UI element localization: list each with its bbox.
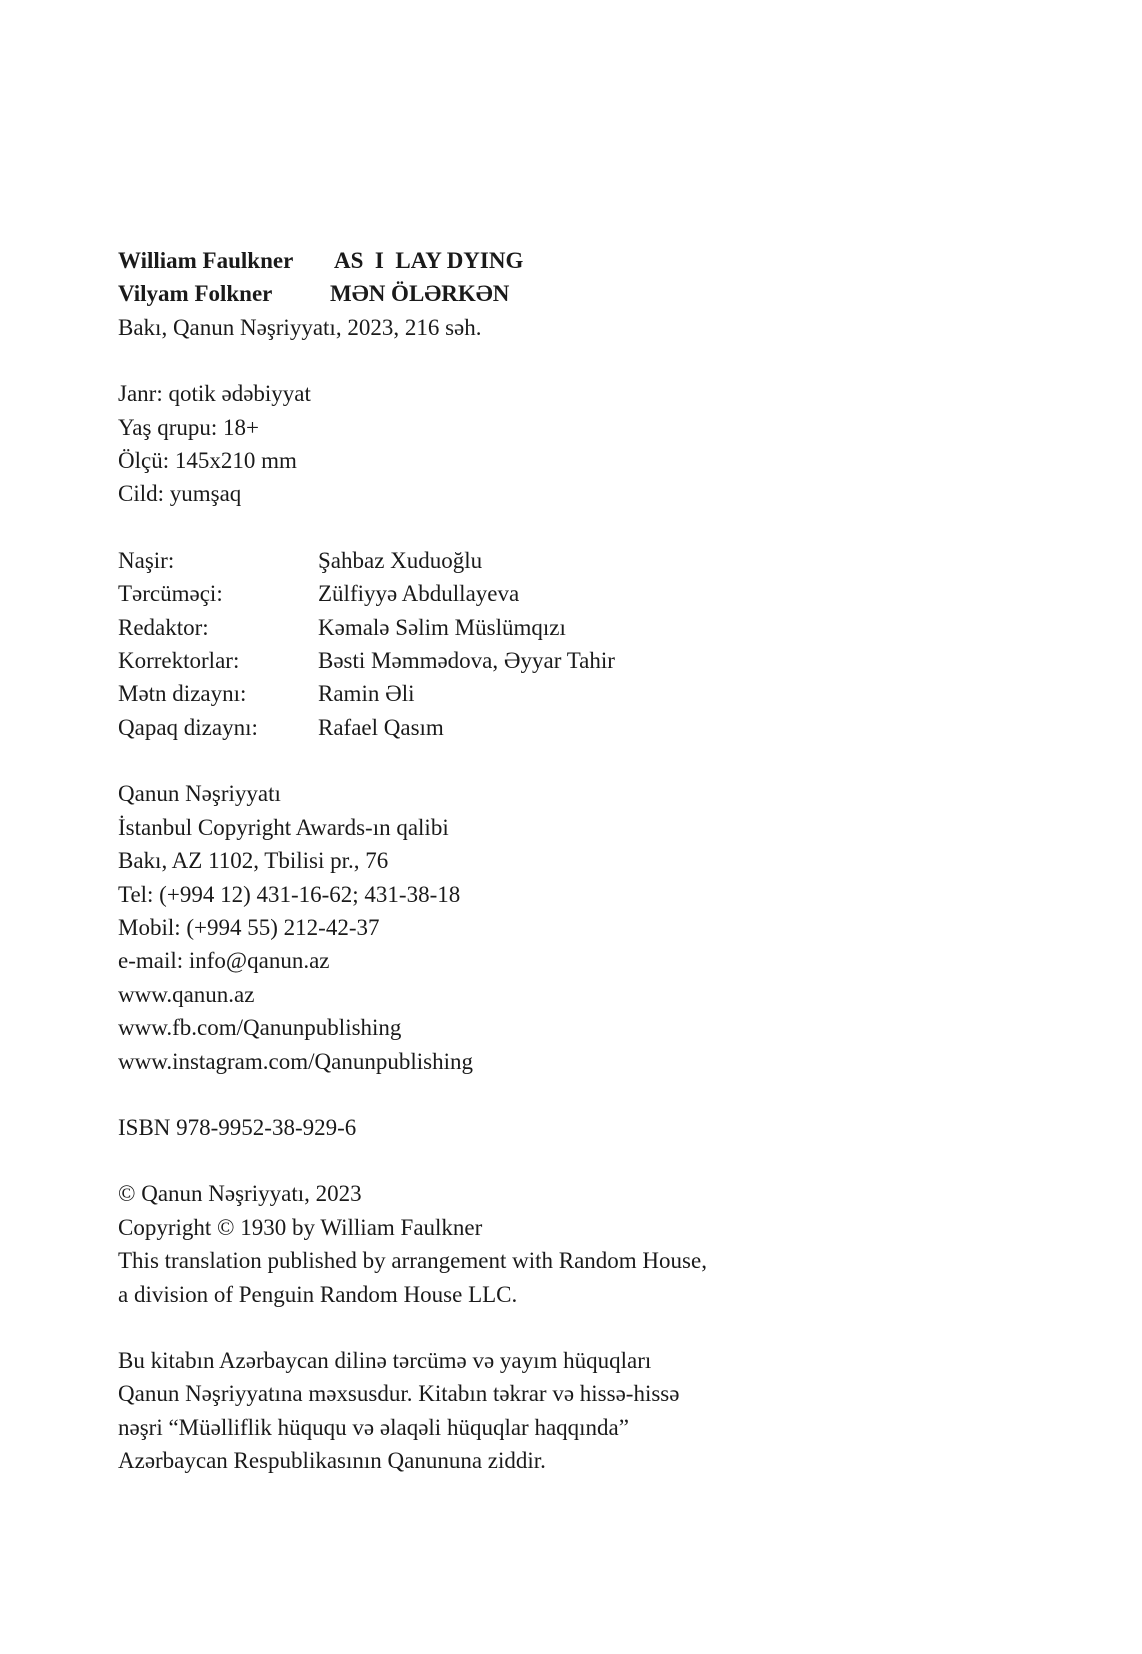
rights-line: Qanun Nəşriyyatına məxsusdur. Kitabın təkrar və hissə-hissə — [118, 1381, 680, 1407]
title-block — [118, 244, 1018, 344]
spec-genre: Janr: qotik ədəbiyyat — [118, 381, 311, 407]
publisher-instagram: www.instagram.com/Qanunpublishing — [118, 1048, 473, 1074]
credit-name: Bəsti Məmmədova, Əyyar Tahir — [318, 648, 615, 674]
copyright-page — [118, 244, 1018, 1511]
credit-row-publisher — [118, 544, 1018, 577]
copyright-line: a division of Penguin Random House LLC. — [118, 1281, 518, 1307]
credit-name: Şahbaz Xuduoğlu — [318, 547, 483, 573]
spec-size: Ölçü: 145x210 mm — [118, 448, 297, 474]
credit-name: Kəmalə Səlim Müslümqızı — [318, 614, 566, 640]
publisher-block — [118, 777, 1018, 1078]
credit-row-text-design — [118, 677, 1018, 710]
specs-block — [118, 377, 1018, 511]
rights-line: nəşri “Müəlliflik hüququ və əlaqəli hüquqlar haqqında” — [118, 1414, 629, 1440]
credit-role: Korrektorlar: — [118, 648, 240, 674]
credit-name: Rafael Qasım — [318, 714, 444, 740]
imprint-line: Bakı, Qanun Nəşriyyatı, 2023, 216 səh. — [118, 314, 482, 340]
copyright-line: This translation published by arrangement with Random House, — [118, 1248, 707, 1274]
publisher-mobile: Mobil: (+994 55) 212-42-37 — [118, 914, 380, 940]
credit-row-translator — [118, 577, 1018, 610]
publisher-name: Qanun Nəşriyyatı — [118, 781, 281, 807]
translated-title-row — [118, 277, 1018, 310]
rights-line: Bu kitabın Azərbaycan dilinə tərcümə və yayım hüquqları — [118, 1347, 652, 1373]
original-author: William Faulkner — [118, 248, 294, 273]
publisher-website: www.qanun.az — [118, 981, 255, 1007]
publisher-phone: Tel: (+994 12) 431-16-62; 431-38-18 — [118, 881, 461, 907]
credit-name: Zülfiyyə Abdullayeva — [318, 581, 520, 607]
credit-row-editor — [118, 611, 1018, 644]
credit-role: Tərcüməçi: — [118, 581, 223, 607]
translated-author: Vilyam Folkner — [118, 281, 273, 307]
rights-line: Azərbaycan Respublikasının Qanununa ziddir. — [118, 1448, 546, 1474]
publisher-award: İstanbul Copyright Awards-ın qalibi — [118, 814, 449, 840]
copyright-block — [118, 1177, 1018, 1311]
translated-title: MƏN ÖLƏRKƏN — [330, 281, 510, 307]
spec-binding: Cild: yumşaq — [118, 481, 242, 507]
credits-block — [118, 544, 1018, 744]
rights-block — [118, 1344, 1018, 1478]
publisher-email: e-mail: info@qanun.az — [118, 948, 330, 974]
copyright-line: © Qanun Nəşriyyatı, 2023 — [118, 1181, 362, 1207]
credit-role: Qapaq dizaynı: — [118, 714, 258, 740]
isbn: ISBN 978-9952-38-929-6 — [118, 1114, 357, 1140]
credit-row-cover-design — [118, 711, 1018, 744]
credit-role: Naşir: — [118, 547, 175, 573]
copyright-line: Copyright © 1930 by William Faulkner — [118, 1214, 483, 1240]
publisher-facebook: www.fb.com/Qanunpublishing — [118, 1015, 402, 1041]
publisher-address: Bakı, AZ 1102, Tbilisi pr., 76 — [118, 848, 389, 874]
credit-row-proofreaders — [118, 644, 1018, 677]
credit-role: Redaktor: — [118, 614, 209, 640]
isbn-block — [118, 1111, 1018, 1144]
credit-name: Ramin Əli — [318, 681, 415, 707]
credit-role: Mətn dizaynı: — [118, 681, 247, 707]
spec-age-group: Yaş qrupu: 18+ — [118, 414, 259, 440]
original-title-row — [118, 244, 1018, 277]
original-title: AS I LAY DYING — [334, 248, 524, 273]
